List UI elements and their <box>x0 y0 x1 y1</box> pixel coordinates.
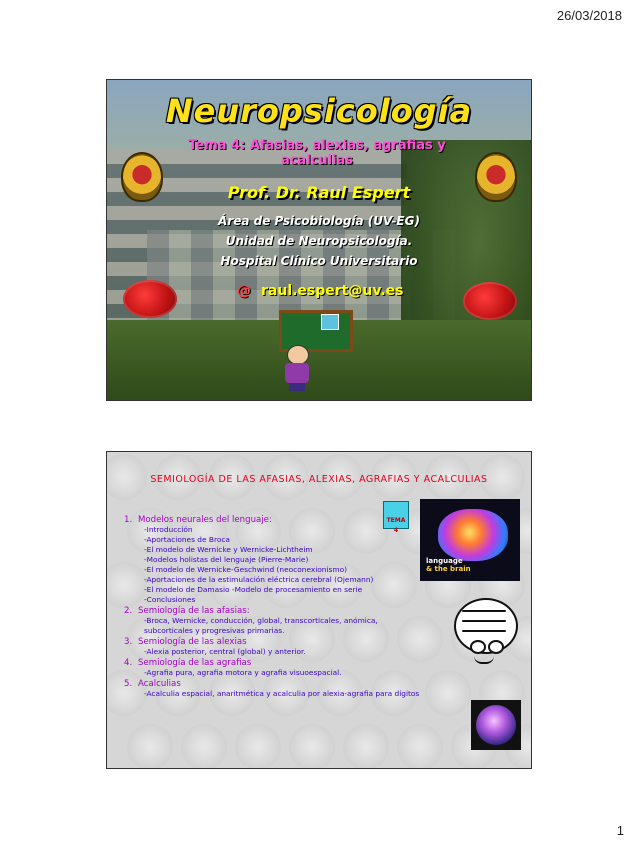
contents-subitem: -Aportaciones de Broca <box>144 535 230 544</box>
contents-section <box>124 679 424 689</box>
background-circle <box>397 724 443 769</box>
contents-section <box>124 637 424 647</box>
section-number: 3. <box>124 637 133 647</box>
cartoon-brain-head-icon <box>448 594 520 668</box>
chalkboard-note-icon <box>321 314 339 330</box>
section-label: Semiología de las afasias: <box>138 606 250 616</box>
section-label: Modelos neurales del lenguaje: <box>138 515 272 525</box>
contents-subitem: -El modelo de Damasio -Modelo de procesamiento en serie <box>144 585 363 594</box>
slide-2-heading: SEMIOLOGÍA DE LAS AFASIAS, ALEXIAS, AGRAFIAS Y ACALCULIAS <box>150 474 488 485</box>
slide-2-contents <box>106 451 532 769</box>
cartoon-head-outline <box>454 598 518 654</box>
slide-1-heading: Neuropsicología <box>165 92 473 130</box>
section-label: Acalculias <box>138 679 181 689</box>
cartoon-mouth <box>474 656 494 664</box>
section-label: Semiología de las alexias <box>138 637 247 647</box>
tema-badge-label: TEMA 4 <box>386 517 406 534</box>
cartoon-eye-left <box>470 640 486 654</box>
contents-subitem: subcorticales y progresivas primarias. <box>144 626 285 635</box>
cartoon-head <box>287 345 309 365</box>
affiliation-line-1: Área de Psicobiología (UV-EG) <box>218 214 420 228</box>
colored-brain-icon <box>438 509 508 561</box>
background-circle <box>127 724 173 769</box>
language-brain-image <box>420 499 520 581</box>
brain-fold-line <box>462 610 506 612</box>
brain-orb-icon <box>476 705 516 745</box>
contents-subitem: -Conclusiones <box>144 595 196 604</box>
page-number: 1 <box>616 823 624 838</box>
cartoon-legs <box>289 383 305 391</box>
contents-list <box>124 514 424 699</box>
contents-subitem: -Agrafia pura, agrafia motora y agrafia visuoespacial. <box>144 668 342 677</box>
contents-subitem: -El modelo de Wernicke y Wernicke-Lichtheim <box>144 545 313 554</box>
email-text: raul.espert@uv.es <box>261 283 404 299</box>
section-number: 2. <box>124 606 133 616</box>
print-date: 26/03/2018 <box>556 8 622 23</box>
cartoon-eye-right <box>488 640 504 654</box>
contents-section <box>124 606 424 616</box>
background-circle <box>343 724 389 769</box>
cartoon-body <box>285 363 309 383</box>
brain-fold-line <box>462 620 506 622</box>
contents-subitem: -Alexia posterior, central (global) y anterior. <box>144 647 306 656</box>
contents-section <box>124 515 424 525</box>
contents-subitem: -Introducción <box>144 525 193 534</box>
affiliation-line-3: Hospital Clínico Universitario <box>220 254 418 268</box>
background-circle <box>181 724 227 769</box>
caption-line-1: language <box>426 557 463 565</box>
brain-right-icon <box>463 282 517 320</box>
contents-section <box>124 658 424 668</box>
contents-subitem: -Modelos holistas del lenguaje (Pierre-Marie) <box>144 555 309 564</box>
contents-subitem: -El modelo de Wernicke-Geschwind (neoconexionismo) <box>144 565 347 574</box>
brain-fold-line <box>462 630 506 632</box>
caption-line-2: & the brain <box>426 565 471 573</box>
slide-1-subtitle: Tema 4: Afasias, alexias, agrafias y acalculias <box>188 138 446 168</box>
contact-email <box>237 283 403 299</box>
brain-left-icon <box>123 280 177 318</box>
slide-1-title <box>106 79 532 401</box>
at-sign-icon: @ <box>237 283 251 299</box>
language-caption <box>426 557 471 573</box>
affiliation-line-2: Unidad de Neuropsicología. <box>225 234 413 248</box>
contents-subitem: -Aportaciones de la estimulación eléctrica cerebral (Ojemann) <box>144 575 374 584</box>
contents-subitem: -Acalculia espacial, anaritmética y acalculia por alexia-agrafia para dígitos <box>144 689 420 698</box>
section-number: 5. <box>124 679 133 689</box>
section-number: 4. <box>124 658 133 668</box>
professor-cartoon-icon <box>283 345 311 391</box>
background-circle <box>289 724 335 769</box>
section-label: Semiología de las agrafias <box>138 658 252 668</box>
section-number: 1. <box>124 515 133 525</box>
background-circle <box>235 724 281 769</box>
brain-orb-image <box>471 700 521 750</box>
background-circle <box>425 670 471 716</box>
contents-subitem: -Broca, Wernicke, conducción, global, transcorticales, anómica, <box>144 616 378 625</box>
professor-name: Prof. Dr. Raul Espert <box>227 183 411 202</box>
